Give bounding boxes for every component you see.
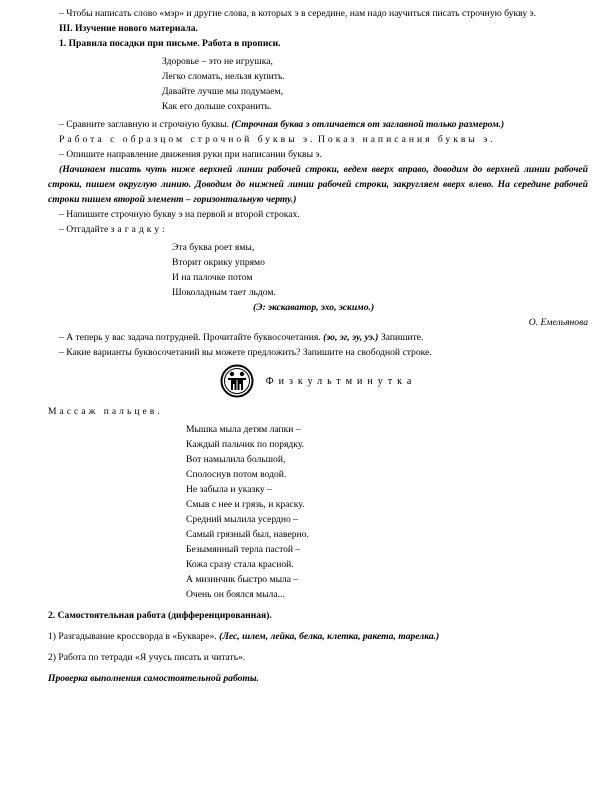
poem-line: Давайте лучше мы подумаем, [162, 86, 284, 97]
finger-poem-line: Средний мылила усердно – [186, 514, 299, 525]
riddle-poem [172, 240, 588, 300]
section-title: III. Изучение нового материала. [59, 23, 198, 34]
finger-poem-line: Сполоснув потом водой. [186, 469, 287, 480]
finger-poem-line: Мышка мыла детям лапки – [186, 424, 301, 435]
finger-poem-line: Вот намылила большой, [186, 454, 286, 465]
finger-poem-line: Самый грязный был, наверно. [186, 529, 309, 540]
poem-line: Легко сломать, нельзя купить. [162, 71, 285, 82]
harder-task-end: Запишите. [380, 332, 424, 343]
describe-answer: (Начинаем писать чуть ниже верхней линии рабочей строки, ведем вверх вправо, доводим до верхней линии рабочей строки, пишем округлую линию. Доводим до нижней линии рабочей строки, закругляем вверх влево. На середине рабочей строки пишем второй элемент – горизонтальную черту.) [48, 164, 588, 205]
poem-line: Здоровье – это не игрушка, [162, 56, 273, 67]
finger-poem-line: А мизинчик быстро мыла – [186, 574, 299, 585]
compare-answer: (Строчная буква э отличается от заглавной только размером.) [231, 119, 505, 130]
item2-2: 2) Работа по тетради «Я учусь писать и читать». [48, 652, 246, 663]
finger-poem-line: Смыв с нее и грязь, и краску. [186, 499, 305, 510]
intro-paragraph: – Чтобы написать слово «мэр» и другие слова, в которых э в середине, нам надо научиться писать строчную букву э. [59, 8, 537, 19]
fizkult-header [48, 364, 588, 398]
harder-task-combos: (эо, эг, эу, уэ.) [323, 332, 379, 343]
finger-poem-line: Не забыла и указку – [186, 484, 272, 495]
check-line: Проверка выполнения самостоятельной работы. [48, 673, 259, 684]
riddle-line: Вторит окрику упрямо [172, 257, 265, 268]
harder-task [48, 330, 588, 345]
massage-title: Массаж пальцев. [48, 406, 163, 417]
riddle-line: Эта буква роет ямы, [172, 242, 255, 253]
physical-exercise-icon [220, 364, 254, 398]
poem-line: Как его дольше сохранить. [162, 101, 272, 112]
riddle-prompt [48, 222, 588, 237]
sample-work-heading [48, 132, 588, 147]
item2-1-text: 1) Разгадывание кроссворда в «Букваре». [48, 631, 217, 642]
sample-work-label: Работа с образцом строчной буквы э. [59, 134, 316, 145]
harder-task-text: – А теперь у вас задача потрудней. Прочитайте буквосочетания. [59, 332, 321, 343]
finger-poem-line: Кожа сразу стала красной. [186, 559, 294, 570]
show-writing-label: Показ написания буквы э. [317, 134, 496, 145]
riddle-line: И на палочке потом [172, 272, 253, 283]
riddle-author: О. Емельянова [528, 317, 588, 328]
riddle-answer: (Э: экскаватор, эхо, эскимо.) [253, 302, 375, 313]
finger-poem-line: Очень он боялся мыла... [186, 589, 285, 600]
item1-title: 1. Правила посадки при письме. Работа в прописи. [59, 38, 281, 49]
riddle-prompt-text: – Отгадайте [59, 224, 109, 235]
write-task: – Напишите строчную букву э на первой и второй строках. [59, 209, 300, 220]
fizkult-title: Физкультминутка [265, 375, 417, 387]
describe-question: – Опишите направление движения руки при написании буквы э. [59, 149, 322, 160]
item2-1 [48, 629, 588, 644]
riddle-prompt-word: загадку: [110, 224, 168, 235]
compare-question: – Сравните заглавную и строчную буквы. [59, 119, 229, 130]
options-task: – Какие варианты буквосочетаний вы можете предложить? Запишите на свободной строке. [59, 347, 432, 358]
finger-poem-line: Безымянный терла пастой – [186, 544, 301, 555]
health-poem [162, 54, 588, 114]
riddle-line: Шоколадным тает льдом. [172, 287, 276, 298]
compare-paragraph [48, 117, 588, 132]
item2-title: 2. Самостоятельная работа (дифференцированная). [48, 610, 272, 621]
finger-poem [186, 422, 588, 602]
item2-1-words: (Лес, шлем, лейка, белка, клетка, ракета, тарелка.) [219, 631, 440, 642]
finger-poem-line: Каждый пальчик по порядку. [186, 439, 305, 450]
document-page [48, 6, 588, 686]
